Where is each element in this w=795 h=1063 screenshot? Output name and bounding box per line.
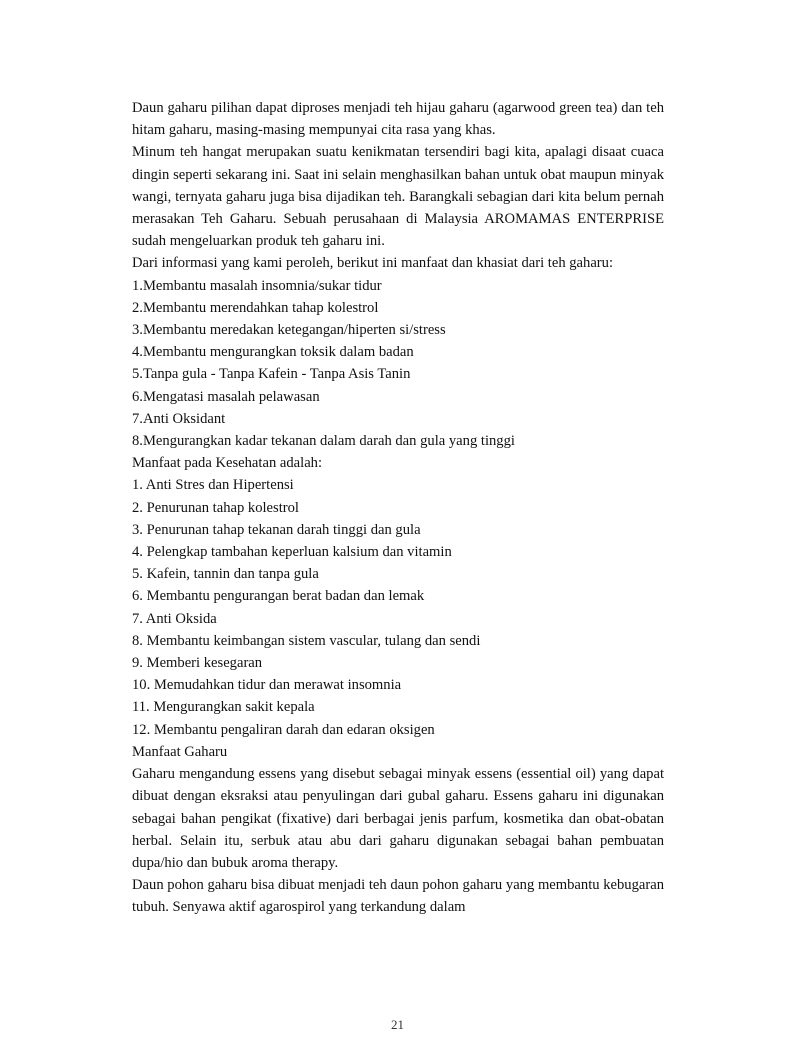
list-item: 1.Membantu masalah insomnia/sukar tidur	[132, 277, 382, 294]
list-item: 7. Anti Oksida	[132, 610, 217, 627]
page-number: 21	[391, 1017, 404, 1032]
paragraph-daun: Daun pohon gaharu bisa dibuat menjadi teh daun pohon gaharu yang membantu kebugaran tubuh. Senyawa aktif agarospirol yang terkandung dalam	[132, 877, 664, 916]
list-item: 4. Pelengkap tambahan keperluan kalsium dan vitamin	[132, 544, 452, 561]
paragraph-intro: Daun gaharu pilihan dapat diproses menjadi teh hijau gaharu (agarwood green tea) dan teh hitam gaharu, masing-masing mempunyai cita rasa yang khas.	[132, 100, 664, 139]
paragraph-essens: Gaharu mengandung essens yang disebut sebagai minyak essens (essential oil) yang dapat dibuat dengan eksraksi atau penyulingan dari gubal gaharu. Essens gaharu ini digunakan sebagai bahan pengikat (fixative) dari berbagai jenis parfum, kosmetika dan obat-obatan herbal. Selain itu, serbuk atau abu dari gaharu digunakan sebagai bahan pembuatan dupa/hio dan bubuk aroma therapy.	[132, 766, 664, 871]
document-body	[132, 97, 664, 919]
list-item: 11. Mengurangkan sakit kepala	[132, 699, 315, 716]
list-item: 2. Penurunan tahap kolestrol	[132, 499, 299, 516]
list-item: 8.Mengurangkan kadar tekanan dalam darah dan gula yang tinggi	[132, 433, 515, 450]
heading-kesehatan: Manfaat pada Kesehatan adalah:	[132, 455, 323, 472]
list-kesehatan	[132, 474, 664, 740]
paragraph-informasi: Dari informasi yang kami peroleh, berikut ini manfaat dan khasiat dari teh gaharu:	[132, 255, 614, 272]
list-item: 5. Kafein, tannin dan tanpa gula	[132, 566, 319, 583]
paragraph-teh-gaharu: Minum teh hangat merupakan suatu kenikmatan tersendiri bagi kita, apalagi disaat cuaca dingin seperti sekarang ini. Saat ini selain menghasilkan bahan untuk obat maupun minyak wangi, ternyata gaharu juga bisa dijadikan teh. Barangkali sebagian dari kita belum pernah merasakan Teh Gaharu. Sebuah perusahaan di Malaysia AROMAMAS ENTERPRISE sudah mengeluarkan produk teh gaharu ini.	[132, 144, 664, 250]
list-item: 1. Anti Stres dan Hipertensi	[132, 477, 294, 494]
list-item: 2.Membantu merendahkan tahap kolestrol	[132, 299, 379, 316]
list-item: 7.Anti Oksidant	[132, 410, 226, 427]
list-item: 6.Mengatasi masalah pelawasan	[132, 388, 320, 405]
heading-manfaat-gaharu: Manfaat Gaharu	[132, 743, 228, 760]
list-item: 8. Membantu keimbangan sistem vascular, tulang dan sendi	[132, 632, 481, 649]
list-item: 3. Penurunan tahap tekanan darah tinggi dan gula	[132, 521, 421, 538]
list-item: 9. Memberi kesegaran	[132, 655, 263, 672]
list-item: 3.Membantu meredakan ketegangan/hiperten si/stress	[132, 322, 446, 339]
list-khasiat	[132, 275, 664, 453]
list-item: 5.Tanpa gula - Tanpa Kafein - Tanpa Asis Tanin	[132, 366, 411, 383]
list-item: 4.Membantu mengurangkan toksik dalam badan	[132, 344, 414, 361]
list-item: 10. Memudahkan tidur dan merawat insomnia	[132, 677, 402, 694]
list-item: 12. Membantu pengaliran darah dan edaran oksigen	[132, 721, 435, 738]
list-item: 6. Membantu pengurangan berat badan dan lemak	[132, 588, 425, 605]
